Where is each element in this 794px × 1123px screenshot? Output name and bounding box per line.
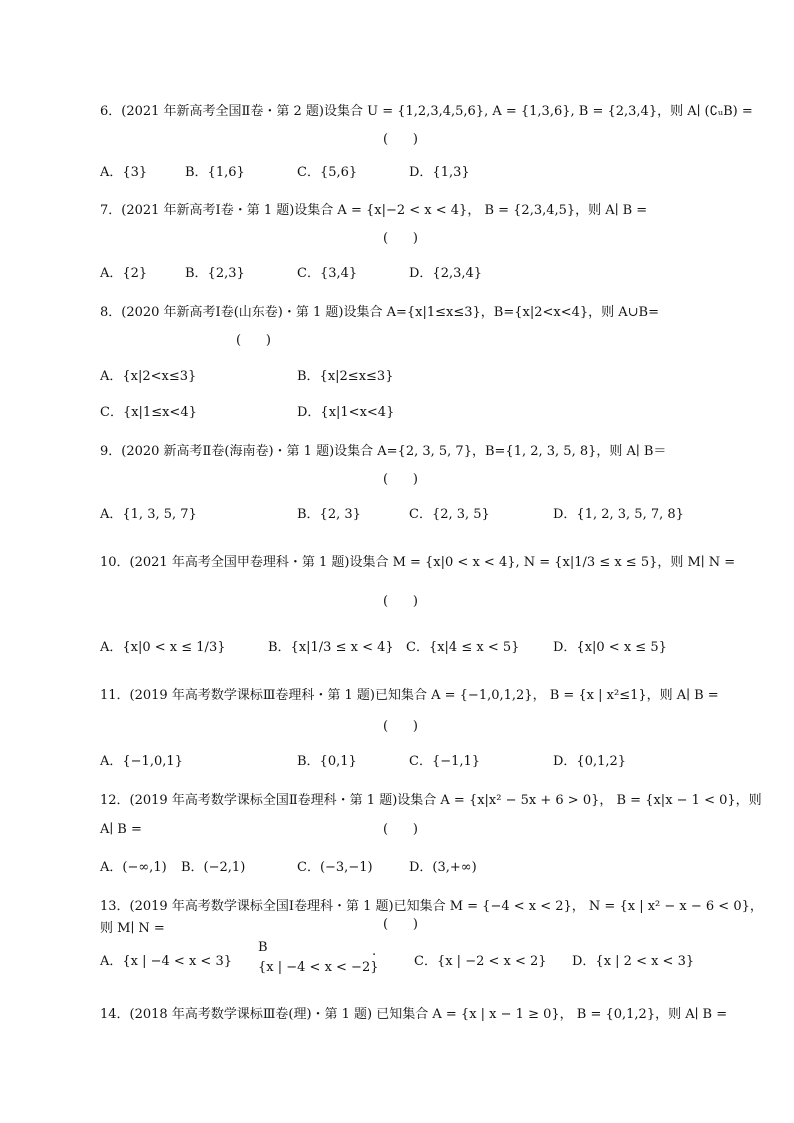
question-12-option-c: C．(−3,−1) [297,860,373,875]
question-8-answer-blank: ( ) [236,333,271,348]
question-8-stem: 8．(2020 年新高考Ⅰ卷(山东卷)・第 1 题)设集合 A={x|1≤x≤3}，B={x|2<x<4}，则 A∪B= [100,305,659,320]
question-13-answer-blank: ( ) [383,917,418,932]
question-12-option-b: B．(−2,1) [181,860,246,875]
question-11-option-b: B．{0,1} [297,754,357,769]
question-6-option-d: D．{1,3} [409,165,470,180]
question-7-option-b: B．{2,3} [185,266,245,281]
question-7-option-d: D．{2,3,4} [409,266,483,281]
question-6-option-a: A．{3} [100,165,148,180]
question-12-options [100,856,720,880]
question-9-option-c: C．{2, 3, 5} [409,507,490,522]
question-9-option-b: B．{2, 3} [297,507,361,522]
question-13-option-d: D．{x | 2 < x < 3} [572,954,695,969]
question-10-option-b: B．{x|1/3 ≤ x < 4} [268,640,394,655]
question-11-answer-blank: ( ) [383,719,418,734]
question-6-answer-blank: ( ) [383,132,418,147]
question-10-option-d: D．{x|0 < x ≤ 5} [553,640,667,655]
question-12-stem-continued: A∣ B = [100,822,142,837]
question-13-option-a: A．{x | −4 < x < 3} [100,954,232,969]
question-6-option-b: B．{1,6} [185,165,245,180]
question-6-options [100,161,720,185]
question-8-option-b: B．{x|2≤x≤3} [297,369,394,384]
question-12-option-a: A．(−∞,1) [100,860,167,875]
question-9-options [100,503,720,527]
question-13-options [100,942,720,982]
question-13-option-c: C．{x | −2 < x < 2} [414,954,547,969]
question-8-option-a: A．{x|2<x≤3} [100,369,197,384]
question-9-option-a: A．{1, 3, 5, 7} [100,507,197,522]
question-7-option-c: C．{3,4} [297,266,358,281]
question-13-option-b-label: B [258,940,268,955]
question-7-option-a: A．{2} [100,266,148,281]
question-8-options-row2 [100,401,720,425]
question-7-answer-blank: ( ) [383,231,418,246]
question-8-option-d: D．{x|1<x<4} [297,405,395,420]
question-9-option-d: D．{1, 2, 3, 5, 7, 8} [553,507,684,522]
question-10-option-c: C．{x|4 ≤ x < 5} [406,640,520,655]
question-12-stem: 12．(2019 年高考数学课标全国Ⅱ卷理科・第 1 题)设集合 A = {x|x² − 5x + 6 > 0}， B = {x|x − 1 < 0}，则 [100,793,762,808]
question-10-answer-blank: ( ) [383,594,418,609]
question-11-options [100,750,720,774]
question-13-option-b-dot: . [372,944,377,959]
question-6-stem: 6．(2021 年新高考全国Ⅱ卷・第 2 题)设集合 U = {1,2,3,4,5,6}, A = {1,3,6}, B = {2,3,4}，则 A∣ (∁ᵤB) = [100,104,753,119]
question-10-stem: 10．(2021 年高考全国甲卷理科・第 1 题)设集合 M = {x|0 < x < 4}, N = {x|1/3 ≤ x ≤ 5}，则 M∣ N = [100,555,736,570]
question-9-answer-blank: ( ) [383,472,418,487]
question-12-option-d: D．(3,+∞) [409,860,477,875]
question-11-option-d: D．{0,1,2} [553,754,627,769]
question-14-stem: 14．(2018 年高考数学课标Ⅲ卷(理)・第 1 题) 已知集合 A = {x | x − 1 ≥ 0}， B = {0,1,2}，则 A∣ B = [100,1007,728,1022]
question-8-option-c: C．{x|1≤x<4} [100,405,197,420]
question-12-answer-blank: ( ) [383,822,418,837]
question-9-stem: 9．(2020 新高考Ⅱ卷(海南卷)・第 1 题)设集合 A={2, 3, 5, 7}，B={1, 2, 3, 5, 8}，则 A∣ B＝ [100,444,667,459]
question-8-options-row1 [100,365,720,389]
question-13-stem: 13．(2019 年高考数学课标全国Ⅰ卷理科・第 1 题)已知集合 M = {−4 < x < 2}， N = {x | x² − x − 6 < 0}， [100,899,763,914]
question-10-options [100,636,720,660]
question-10-option-a: A．{x|0 < x ≤ 1/3} [100,640,226,655]
question-11-option-a: A．{−1,0,1} [100,754,183,769]
question-11-option-c: C．{−1,1} [409,754,481,769]
question-7-options [100,262,720,286]
question-6-option-c: C．{5,6} [297,165,358,180]
question-13-stem-continued: 则 M∣ N = [100,921,165,936]
question-7-stem: 7．(2021 年新高考Ⅰ卷・第 1 题)设集合 A = {x|−2 < x < 4}， B = {2,3,4,5}，则 A∣ B = [100,203,648,218]
question-13-option-b: {x | −4 < x < −2} [258,960,379,975]
question-11-stem: 11．(2019 年高考数学课标Ⅲ卷理科・第 1 题)已知集合 A = {−1,0,1,2}， B = {x | x²≤1}，则 A∣ B = [100,688,719,703]
